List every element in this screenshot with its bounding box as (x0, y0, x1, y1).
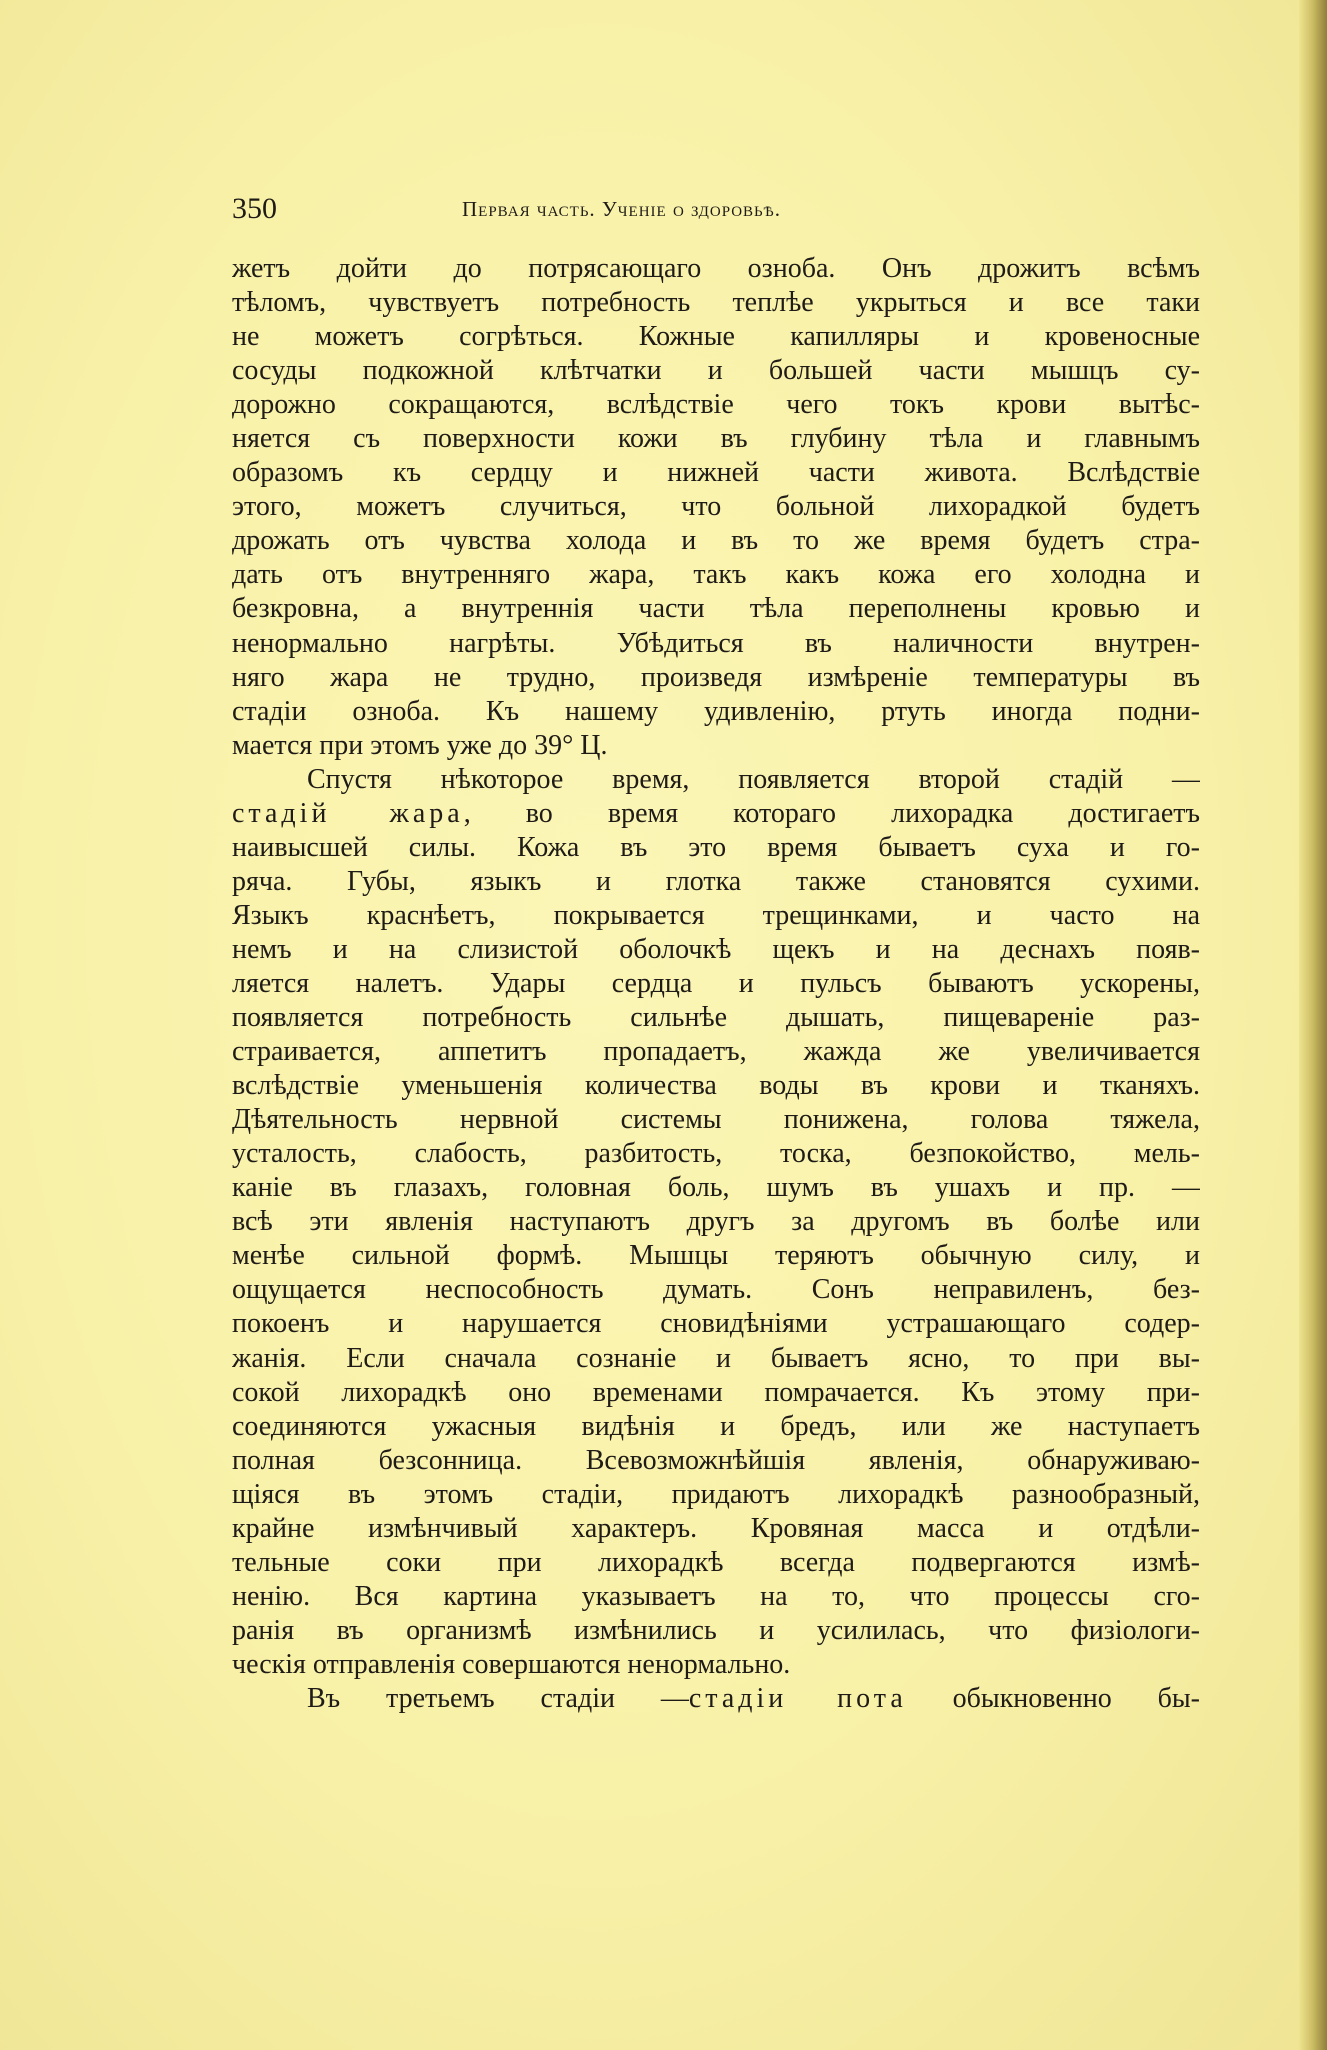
text-line: тельные соки при лихорадкѣ всегда подвергаются измѣ- (232, 1546, 1200, 1578)
page-number: 350 (232, 192, 277, 225)
text-line: дорожно сокращаются, вслѣдствіе чего токъ крови вытѣс- (232, 389, 1200, 421)
text-line: ранія въ организмѣ измѣнились и усилилась, что физіологи- (232, 1614, 1200, 1646)
text-line: вслѣдствіе уменьшенія количества воды въ крови и тканяхъ. (232, 1070, 1200, 1102)
paragraph-start-line: Спустя нѣкоторое время, появляется второй стадій — (307, 763, 1200, 795)
text-line: ряча. Губы, языкъ и глотка также становятся сухими. (232, 865, 1200, 897)
spaced-term: стадіи пота (688, 1682, 907, 1714)
text-line: жетъ дойти до потрясающаго озноба. Онъ дрожитъ всѣмъ (232, 253, 1200, 284)
text-line: Дѣятельность нервной системы понижена, голова тяжела, (232, 1104, 1200, 1136)
text-line: крайне измѣнчивый характеръ. Кровяная масса и отдѣли- (232, 1512, 1200, 1544)
text-line: ненормально нагрѣты. Убѣдиться въ наличности внутрен- (232, 627, 1200, 659)
text-line: Языкъ краснѣетъ, покрывается трещинками, и часто на (232, 899, 1200, 931)
text-line: няго жара не трудно, произведя измѣреніе температуры въ (232, 661, 1200, 693)
text-line: стадіи озноба. Къ нашему удивленію, ртуть иногда подни- (232, 695, 1200, 727)
text-line: менѣе сильной формѣ. Мышцы теряютъ обычную силу, и (232, 1240, 1200, 1272)
text-line: ненію. Вся картина указываетъ на то, что процессы сго- (232, 1580, 1200, 1612)
text-line: жанія. Если сначала сознаніе и бываетъ ясно, то при вы- (232, 1342, 1200, 1374)
text-line: немъ и на слизистой оболочкѣ щекъ и на деснахъ появ- (232, 933, 1200, 965)
text-line: сосуды подкожной клѣтчатки и большей части мышцъ су- (232, 355, 1200, 387)
text-line: всѣ эти явленія наступаютъ другъ за другомъ въ болѣе или (232, 1206, 1200, 1238)
text-line: щіяся въ этомъ стадіи, придаютъ лихорадкѣ разнообразный, (232, 1478, 1200, 1510)
text-fragment: обыкновенно бы- (906, 1682, 1200, 1714)
text-line: безкровна, а внутреннія части тѣла переполнены кровью и (232, 593, 1200, 625)
text-line: полная безсонница. Всевозможнѣйшія явленія, обнаруживаю- (232, 1444, 1200, 1476)
text-line: дать отъ внутренняго жара, такъ какъ кожа его холодна и (232, 559, 1200, 591)
text-line: ощущается неспособность думать. Сонъ неправиленъ, без- (232, 1274, 1200, 1306)
spaced-term: стадій жара (232, 797, 464, 829)
text-line: ческія отправленія совершаются ненормально. (232, 1648, 791, 1680)
text-line: каніе въ глазахъ, головная боль, шумъ въ ушахъ и пр. — (232, 1172, 1200, 1204)
text-line: появляется потребность сильнѣе дышать, пищевареніе раз- (232, 1002, 1200, 1034)
text-line: образомъ къ сердцу и нижней части живота. Вслѣдствіе (232, 457, 1200, 489)
text-line: не можетъ согрѣться. Кожные капилляры и кровеносные (232, 321, 1200, 353)
page-edge-shadow (1299, 0, 1327, 2050)
text-line: соединяются ужасныя видѣнія и бредъ, или же наступаетъ (232, 1410, 1200, 1442)
body-text (232, 252, 1200, 1716)
text-line: мается при этомъ уже до 39° Ц. (232, 729, 608, 761)
running-head (232, 186, 992, 232)
text-line (232, 797, 1200, 831)
text-line: сокой лихорадкѣ оно временами помрачается. Къ этому при- (232, 1376, 1200, 1408)
text-line: этого, можетъ случиться, что больной лихорадкой будетъ (232, 491, 1200, 523)
text-line: наивысшей силы. Кожа въ это время бываетъ суха и го- (232, 831, 1200, 863)
text-fragment: Въ третьемъ стадіи — (307, 1682, 689, 1714)
text-line: усталость, слабость, разбитость, тоска, безпокойство, мель- (232, 1138, 1200, 1170)
text-fragment: , во время котораго лихорадка достигаетъ (463, 797, 1200, 829)
text-line: страивается, аппетитъ пропадаетъ, жажда же увеличивается (232, 1036, 1200, 1068)
text-line: дрожать отъ чувства холода и въ то же время будетъ стра- (232, 525, 1200, 557)
text-line: ляется налетъ. Удары сердца и пульсъ бываютъ ускорены, (232, 967, 1200, 999)
text-line: покоенъ и нарушается сновидѣніями устрашающаго содер- (232, 1308, 1200, 1340)
running-title: Первая часть. Ученіе о здоровьѣ. (462, 197, 781, 221)
text-line: тѣломъ, чувствуетъ потребность теплѣе укрыться и все таки (232, 287, 1200, 319)
paragraph-start-line (232, 1682, 1200, 1716)
text-line: няется съ поверхности кожи въ глубину тѣла и главнымъ (232, 423, 1200, 455)
